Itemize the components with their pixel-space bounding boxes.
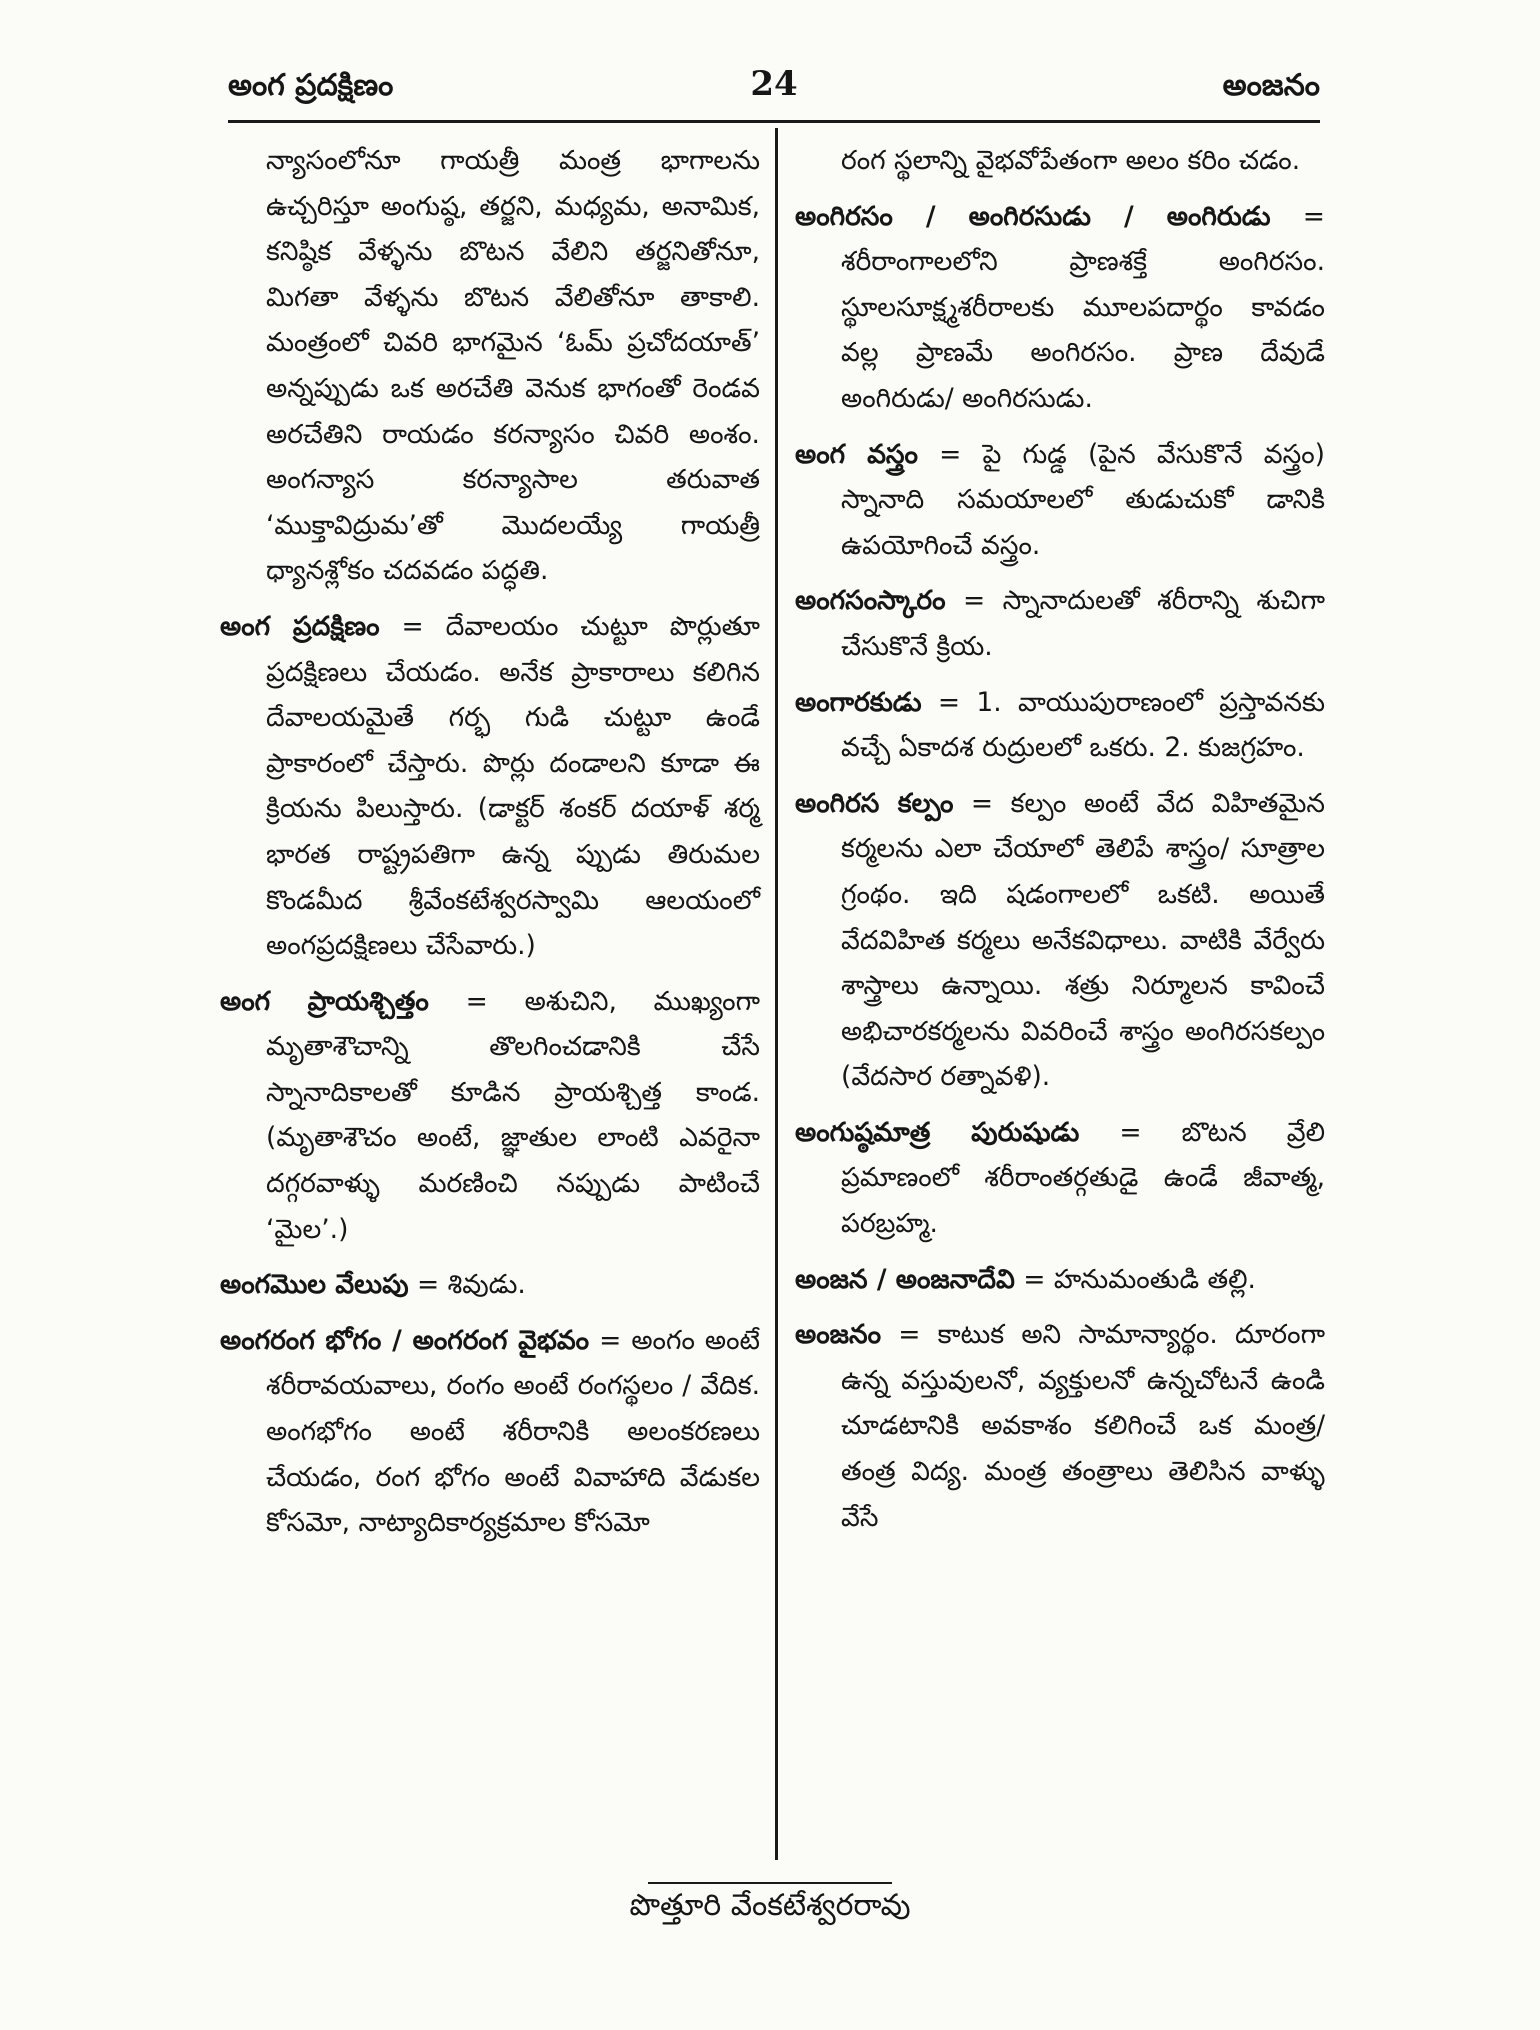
entry-term: అంగిరసం / అంగిరసుడు / అంగిరుడు bbox=[795, 200, 1271, 232]
footer-rule bbox=[648, 1882, 892, 1884]
continued-entry: న్యాసంలోనూ గాయత్రీ మంత్ర భాగాలను ఉచ్చరిస్తూ అంగుష్ఠ, తర్జని, మధ్యమ, అనామిక, కనిష్ఠిక వేళ్ళను బొటన వేలిని తర్జనితోనూ, మిగతా వేళ్ళను బొటన వేలితోనూ తాకాలి. మంత్రంలో చివరి భాగమైన ‘ఓమ్ ప్రచోదయాత్’ అన్నప్పుడు ఒక అరచేతి వెనుక భాగంతో రెండవ అరచేతిని రాయడం కరన్యాసం చివరి అంశం. అంగన్యాస కరన్యాసాల తరువాత ‘ముక్తావిద్రుమ’తో మొదలయ్యే గాయత్రీ ధ్యానశ్లోకం చదవడం పద్ధతి. bbox=[266, 145, 760, 587]
page-number: 24 bbox=[750, 64, 798, 104]
dictionary-entry bbox=[795, 1257, 1325, 1303]
header-rule bbox=[228, 120, 1320, 123]
running-head-left: అంగ ప్రదక్షిణం bbox=[228, 68, 394, 103]
dictionary-entry bbox=[795, 432, 1325, 569]
entry-term: అంగమొల వేలుపు bbox=[220, 1269, 409, 1301]
entry-term: అంగ వస్త్రం bbox=[795, 438, 918, 470]
running-head-right: అంజనం bbox=[1222, 68, 1320, 103]
entry-term: అంగరంగ భోగం / అంగరంగ వైభవం bbox=[220, 1324, 590, 1356]
entry-definition: = స్నానాదులతో శరీరాన్ని శుచిగా చేసుకొనే క్రియ. bbox=[841, 585, 1325, 662]
entry-term: అంగిరస కల్పం bbox=[795, 787, 954, 819]
dictionary-entry bbox=[220, 604, 760, 969]
dictionary-entry bbox=[795, 194, 1325, 422]
entry-term: అంజన / అంజనాదేవి bbox=[795, 1263, 1015, 1295]
entry-definition: = 1. వాయుపురాణంలో ప్రస్తావనకు వచ్చే ఏకాదశ రుద్రులలో ఒకరు. 2. కుజగ్రహం. bbox=[841, 686, 1325, 764]
entry-definition: = హనుమంతుడి తల్లి. bbox=[1014, 1263, 1256, 1295]
entry-term: అంగ ప్రాయశ్చిత్తం bbox=[220, 985, 429, 1017]
dictionary-entry bbox=[795, 781, 1325, 1100]
dictionary-entry bbox=[795, 1312, 1325, 1540]
entry-definition: = పై గుడ్డ (పైన వేసుకొనే వస్త్రం) స్నానాది సమయాలలో తుడుచుకో డానికి ఉపయోగించే వస్త్రం. bbox=[841, 438, 1325, 561]
entry-term: అంగుష్ఠమాత్ర పురుషుడు bbox=[795, 1116, 1080, 1148]
entry-definition: = బొటన వ్రేలి ప్రమాణంలో శరీరాంతర్గతుడై ఉండే జీవాత్మ, పరబ్రహ్మ. bbox=[841, 1116, 1325, 1240]
entry-definition: = కాటుక అని సామాన్యార్థం. దూరంగా ఉన్న వస్తువులనో, వ్యక్తులనో ఉన్నచోటనే ఉండి చూడటానికి అవకాశం కలిగించే ఒక మంత్ర/ తంత్ర విద్య. మంత్ర తంత్రాలు తెలిసిన వాళ్ళు వేసే bbox=[841, 1319, 1325, 1533]
dictionary-entry bbox=[795, 578, 1325, 669]
entry-definition: = అంగం అంటే శరీరావయవాలు, రంగం అంటే రంగస్థలం / వేదిక. అంగభోగం అంటే శరీరానికి అలంకరణలు చేయడం, రంగ భోగం అంటే వివాహాది వేడుకల కోసమో, నాట్యాదికార్యక్రమాల కోసమో bbox=[266, 1324, 760, 1539]
entry-term: అంజనం bbox=[795, 1319, 882, 1351]
entry-definition: = శివుడు. bbox=[408, 1269, 526, 1301]
left-column bbox=[220, 138, 760, 1556]
entry-definition: = కల్పం అంటే వేద విహితమైన కర్మలను ఎలా చేయాలో తెలిపే శాస్త్రం/ సూత్రాల గ్రంథం. ఇది షడంగాలలో ఒకటి. అయితే వేదవిహిత కర్మలు అనేకవిధాలు. వాటికి వేర్వేరు శాస్త్రాలు ఉన్నాయి. శత్రు నిర్మూలన కావించే అభిచారకర్మలను వివరించే శాస్త్రం అంగిరసకల్పం (వేదసార రత్నావళి). bbox=[841, 787, 1326, 1093]
entry-term: అంగ ప్రదక్షిణం bbox=[220, 610, 380, 642]
continued-entry: రంగ స్థలాన్ని వైభవోపేతంగా అలం కరిం చడం. bbox=[841, 145, 1301, 176]
page-header bbox=[228, 64, 1320, 120]
column-divider bbox=[775, 128, 778, 1860]
right-column bbox=[795, 138, 1325, 1550]
entry-definition: = అశుచిని, ముఖ్యంగా మృతాశౌచాన్ని తొలగించడానికి చేసే స్నానాదికాలతో కూడిన ప్రాయశ్చిత్త కాండ. (మృతాశౌచం అంటే, జ్ఞాతుల లాంటి ఎవరైనా దగ్గరవాళ్ళు మరణించి నప్పుడు పాటించే ‘మైల’.) bbox=[266, 985, 760, 1245]
dictionary-entry bbox=[220, 1262, 760, 1308]
dictionary-entry bbox=[795, 1110, 1325, 1247]
entry-definition: = దేవాలయం చుట్టూ పొర్లుతూ ప్రదక్షిణలు చేయడం. అనేక ప్రాకారాలు కలిగిన దేవాలయమైతే గర్భ గుడి చుట్టూ ఉండే ప్రాకారంలో చేస్తారు. పొర్లు దండాలని కూడా ఈ క్రియను పిలుస్తారు. (డాక్టర్ శంకర్ దయాళ్ శర్మ భారత రాష్ట్రపతిగా ఉన్న ప్పుడు తిరుమల కొండమీద శ్రీవేంకటేశ్వరస్వామి ఆలయంలో అంగప్రదక్షిణలు చేసేవారు.) bbox=[266, 610, 760, 962]
dictionary-entry bbox=[220, 979, 760, 1253]
entry-term: అంగసంస్కారం bbox=[795, 585, 946, 617]
footer-author: పొత్తూరి వేంకటేశ్వరరావు bbox=[629, 1888, 911, 1923]
entry-term: అంగారకుడు bbox=[795, 686, 922, 718]
dictionary-entry bbox=[220, 1318, 760, 1546]
dictionary-entry bbox=[795, 680, 1325, 771]
entry-definition: = శరీరాంగాలలోని ప్రాణశక్తే అంగిరసం. స్థూలసూక్ష్మశరీరాలకు మూలపదార్థం కావడం వల్ల ప్రాణమే అంగిరసం. ప్రాణ దేవుడే అంగిరుడు/ అంగిరసుడు. bbox=[841, 200, 1325, 414]
